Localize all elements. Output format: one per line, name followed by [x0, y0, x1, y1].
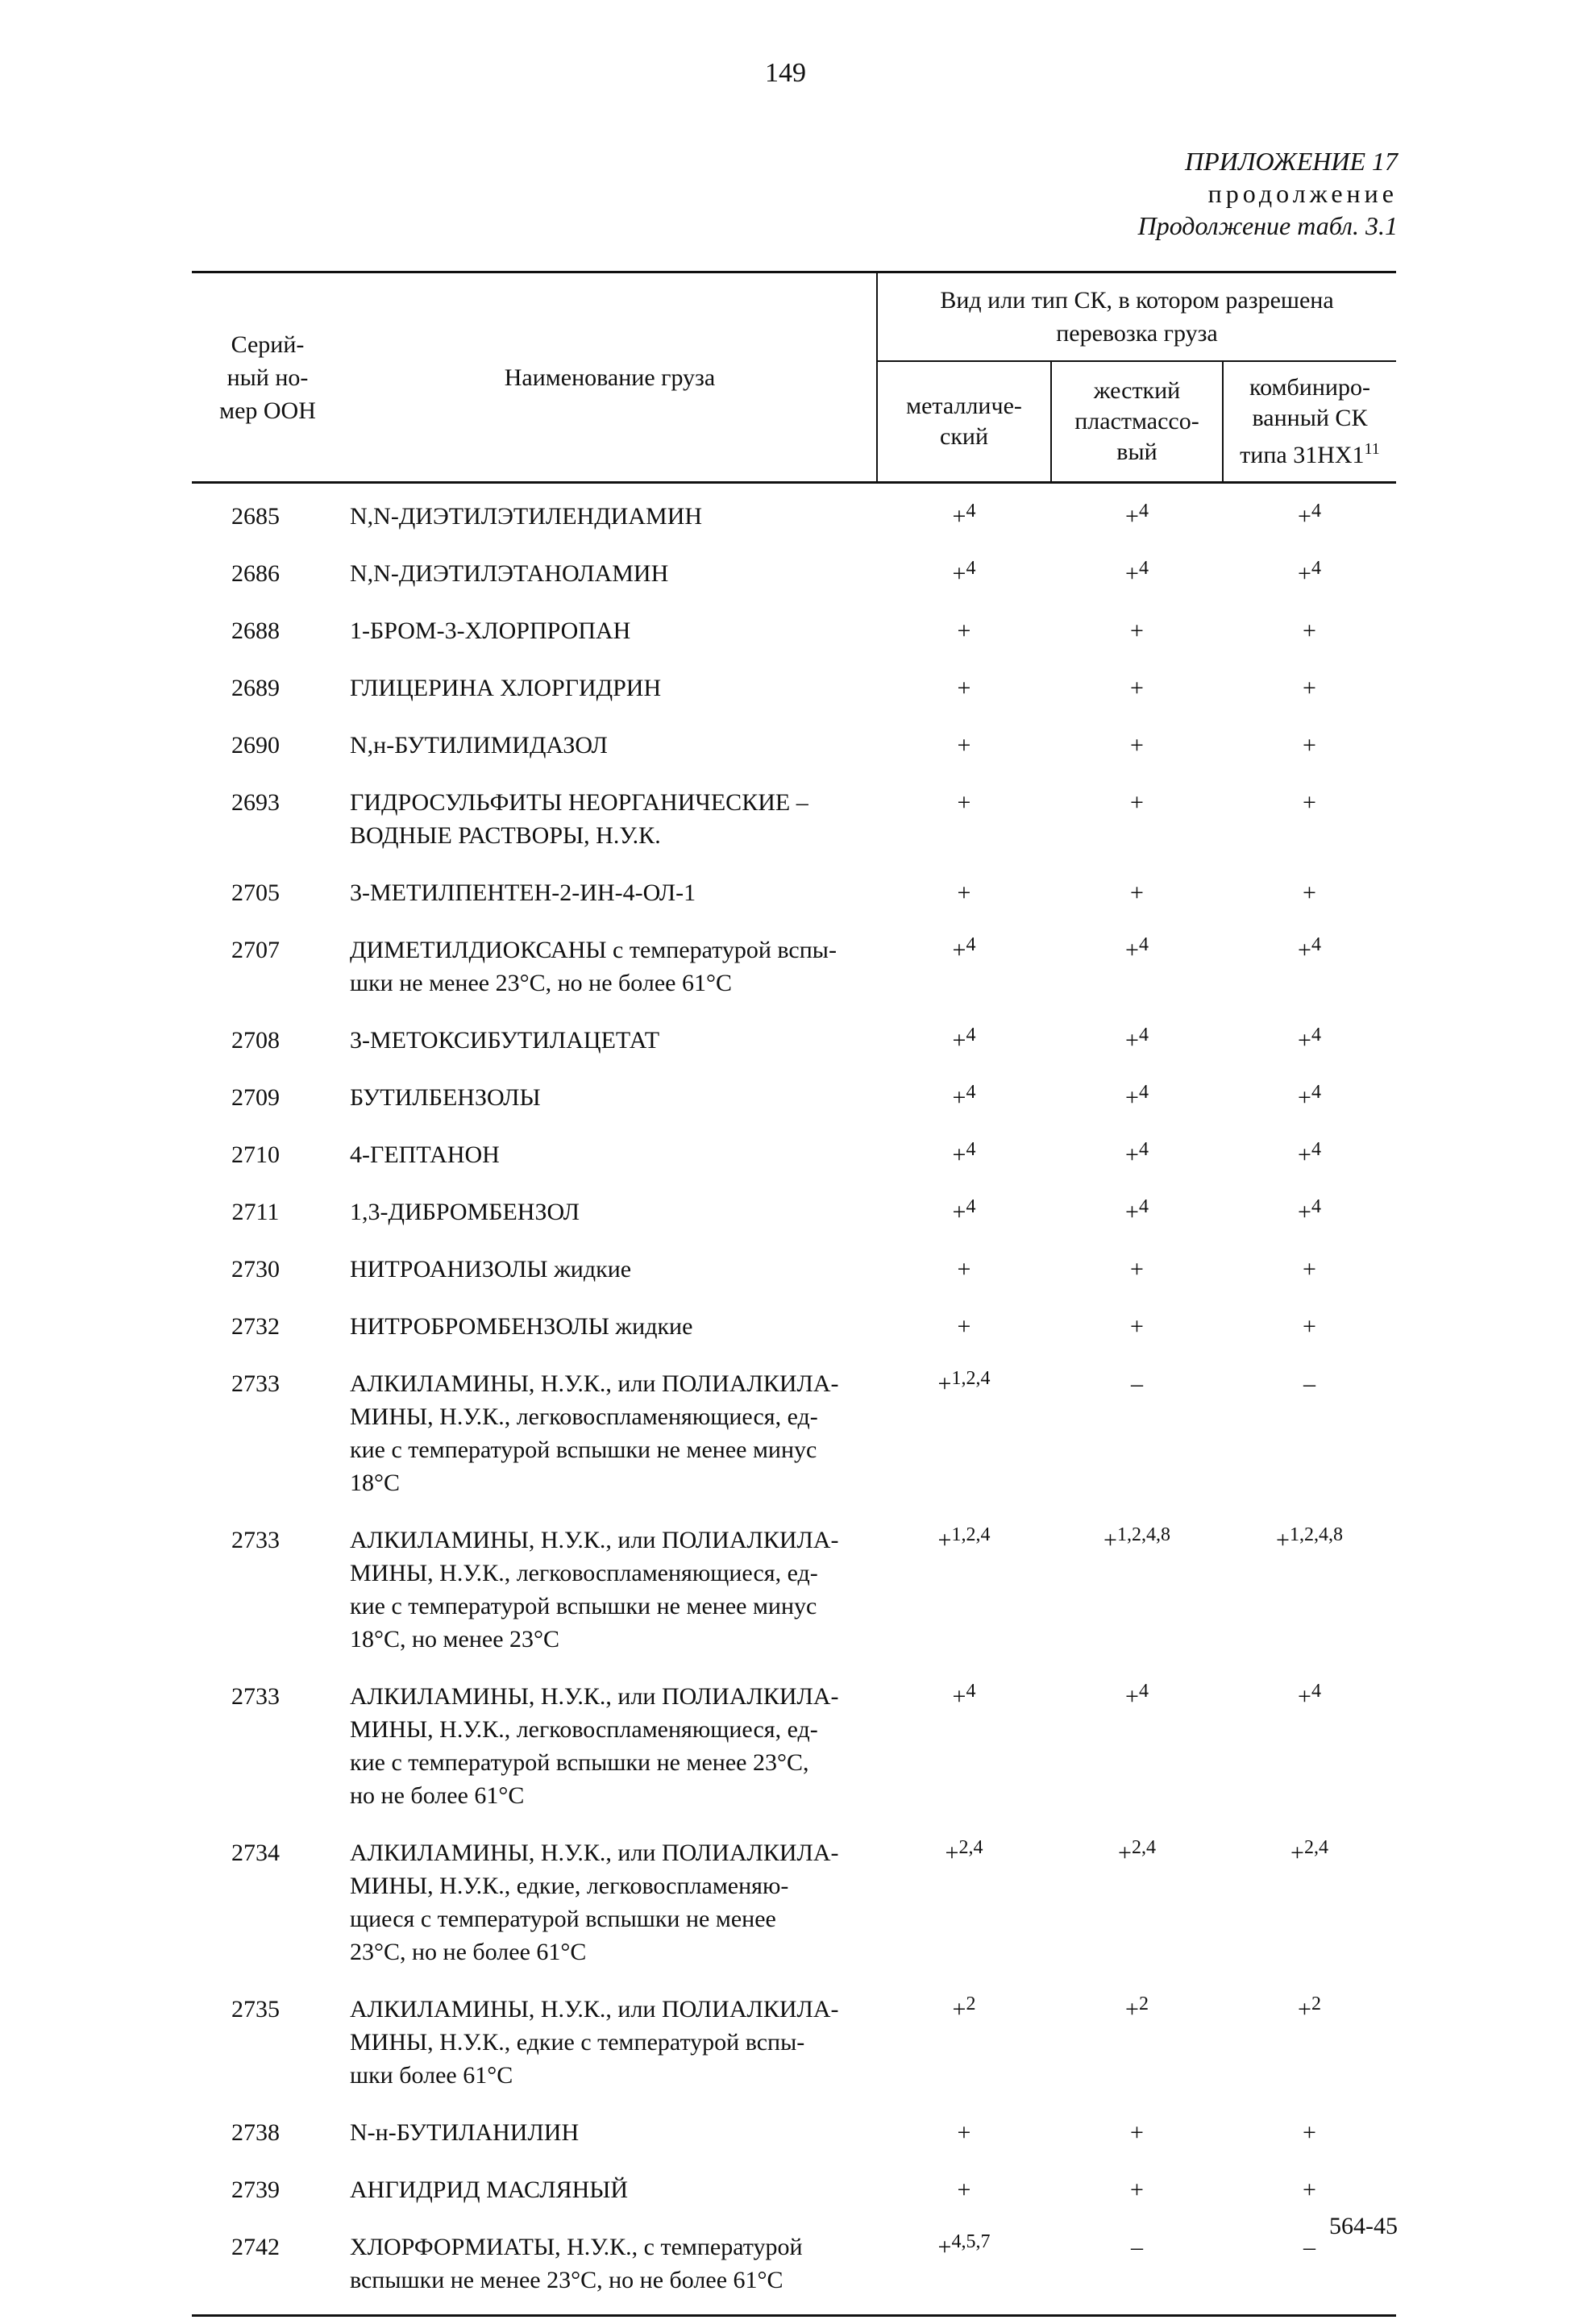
- metal-mark: [877, 2105, 1051, 2162]
- table-continued-label: Продолжение табл. 3.1: [1137, 211, 1398, 240]
- serial-number: 2707: [231, 937, 280, 963]
- plastic-mark-symbol: +: [1130, 1256, 1144, 1283]
- combined-mark-symbol: –: [1303, 1370, 1315, 1397]
- metal-mark: [877, 865, 1051, 922]
- plastic-mark-symbol: +: [1130, 2176, 1144, 2203]
- plastic-mark: [1051, 1127, 1223, 1184]
- combined-mark: [1223, 1012, 1396, 1070]
- cargo-name: БУТИЛБЕНЗОЛЫ: [350, 1084, 541, 1111]
- serial-number: 2742: [192, 2219, 343, 2316]
- serial-number: 2734: [231, 1840, 280, 1866]
- plastic-mark-note: 4: [1138, 1082, 1149, 1103]
- cargo-name: 1,3-ДИБРОМБЕНЗОЛ: [350, 1199, 580, 1225]
- plastic-mark-note: 4: [1138, 1139, 1149, 1160]
- plastic-mark: [1051, 1012, 1223, 1070]
- metal-mark-symbol: +: [937, 1370, 952, 1397]
- header-combined: [1223, 361, 1396, 483]
- appendix-heading: [1138, 145, 1398, 242]
- combined-mark-symbol: +: [1303, 1256, 1316, 1283]
- combined-mark: [1223, 1070, 1396, 1127]
- table-body: [192, 483, 1396, 2316]
- cargo-name: N,н-БУТИЛИМИДАЗОЛ: [350, 732, 608, 759]
- cargo-name: N,N-ДИЭТИЛЭТАНОЛАМИН: [350, 560, 669, 587]
- combined-mark: [1223, 717, 1396, 775]
- metal-mark-symbol: +: [957, 879, 971, 906]
- combined-mark: [1223, 1512, 1396, 1669]
- cargo-table: [192, 271, 1396, 2317]
- cargo-name: АЛКИЛАМИНЫ, Н.У.К., или ПОЛИАЛКИЛА- МИНЫ, Н.У.К., легковоспламеняющиеся, ед- кие с температурой вспышки не менее минус 18°С, но менее 23°С: [350, 1527, 839, 1653]
- plastic-mark-symbol: +: [1125, 1027, 1139, 1054]
- plastic-mark: [1051, 775, 1223, 865]
- metal-mark-symbol: +: [952, 1084, 966, 1111]
- combined-mark: [1223, 922, 1396, 1012]
- metal-mark-symbol: +: [957, 617, 971, 644]
- combined-mark-symbol: +: [1298, 1996, 1311, 2023]
- plastic-mark: [1051, 1299, 1223, 1356]
- combined-mark-symbol: +: [1298, 1084, 1311, 1111]
- serial-number: 2688: [231, 617, 280, 644]
- serial-number: 2738: [231, 2119, 280, 2146]
- plastic-mark: [1051, 2105, 1223, 2162]
- cargo-name: ХЛОРФОРМИАТЫ, Н.У.К., с температурой вспышки не менее 23°С, но не более 61°С: [343, 2219, 877, 2316]
- plastic-mark-symbol: +: [1130, 617, 1144, 644]
- combined-mark-note: 4: [1311, 1139, 1321, 1160]
- combined-mark: [1223, 1356, 1396, 1512]
- table-row: [192, 546, 1396, 603]
- table-row: [192, 1981, 1396, 2105]
- cargo-name: ГИДРОСУЛЬФИТЫ НЕОРГАНИЧЕСКИЕ – ВОДНЫЕ РАСТВОРЫ, Н.У.К.: [350, 789, 808, 849]
- table-row: [192, 1012, 1396, 1070]
- metal-mark: [877, 546, 1051, 603]
- plastic-mark-note: 1,2,4,8: [1116, 1524, 1170, 1545]
- cargo-name: НИТРОАНИЗОЛЫ жидкие: [350, 1256, 632, 1283]
- table-row: [192, 660, 1396, 717]
- table-row: [192, 1127, 1396, 1184]
- plastic-mark: [1051, 1512, 1223, 1669]
- table-row: [192, 922, 1396, 1012]
- metal-mark: [877, 483, 1051, 547]
- serial-number: 2690: [231, 732, 280, 759]
- header-combined-footnote: 11: [1364, 440, 1380, 458]
- plastic-mark-symbol: +: [1130, 2119, 1144, 2146]
- serial-number: 2733: [231, 1527, 280, 1553]
- metal-mark-note: 4: [966, 1196, 976, 1217]
- metal-mark: [877, 922, 1051, 1012]
- plastic-mark-symbol: +: [1125, 503, 1139, 530]
- serial-number: 2733: [231, 1370, 280, 1397]
- metal-mark: [877, 1070, 1051, 1127]
- combined-mark-symbol: +: [1303, 789, 1316, 816]
- combined-mark-symbol: +: [1303, 879, 1316, 906]
- plastic-mark: [1051, 922, 1223, 1012]
- combined-mark-symbol: +: [1276, 1527, 1290, 1553]
- metal-mark: [877, 775, 1051, 865]
- table-row: [192, 1299, 1396, 1356]
- combined-mark-symbol: +: [1298, 1199, 1311, 1225]
- plastic-mark-note: 4: [1138, 501, 1149, 522]
- metal-mark-note: 4: [966, 1681, 976, 1702]
- table-row: [192, 1669, 1396, 1825]
- table-row: [192, 2219, 1396, 2316]
- header-container-type: Вид или тип СК, в котором разрешена перевозка груза: [877, 272, 1396, 362]
- serial-number: 2710: [231, 1141, 280, 1168]
- cargo-name: ДИМЕТИЛДИОКСАНЫ с температурой вспы- шки не менее 23°С, но не более 61°С: [350, 937, 837, 996]
- serial-number: 2689: [231, 675, 280, 701]
- appendix-title: ПРИЛОЖЕНИЕ 17: [1185, 147, 1398, 176]
- cargo-name: N,N-ДИЭТИЛЭТИЛЕНДИАМИН: [350, 503, 703, 530]
- metal-mark-symbol: +: [957, 1313, 971, 1340]
- metal-mark-note: 1,2,4: [951, 1368, 991, 1389]
- plastic-mark: [1051, 1184, 1223, 1241]
- table-row: [192, 865, 1396, 922]
- metal-mark-note: 4: [966, 1139, 976, 1160]
- metal-mark-symbol: +: [952, 1683, 966, 1710]
- combined-mark-symbol: +: [1298, 560, 1311, 587]
- combined-mark: [1223, 1241, 1396, 1299]
- plastic-mark-note: 4: [1138, 1025, 1149, 1046]
- plastic-mark-note: 2: [1138, 1993, 1149, 2014]
- header-rigid-plastic: жесткий пластмассо- вый: [1051, 361, 1223, 483]
- plastic-mark-note: 4: [1138, 1681, 1149, 1702]
- metal-mark-note: 4: [966, 1082, 976, 1103]
- combined-mark-symbol: +: [1298, 937, 1311, 963]
- combined-mark: [1223, 1825, 1396, 1981]
- plastic-mark-symbol: +: [1130, 732, 1144, 759]
- plastic-mark-symbol: +: [1125, 1683, 1139, 1710]
- table-row: [192, 1241, 1396, 1299]
- table-row: [192, 775, 1396, 865]
- serial-number: 2693: [231, 789, 280, 816]
- combined-mark: [1223, 1669, 1396, 1825]
- metal-mark-symbol: +: [952, 1996, 966, 2023]
- cargo-name: АНГИДРИД МАСЛЯНЫЙ: [350, 2176, 629, 2203]
- table-row: [192, 1070, 1396, 1127]
- cargo-name: НИТРОБРОМБЕНЗОЛЫ жидкие: [350, 1313, 693, 1340]
- table-row: [192, 1356, 1396, 1512]
- appendix-continued: продолжение: [1207, 179, 1398, 208]
- plastic-mark-note: 4: [1138, 934, 1149, 955]
- plastic-mark: [1051, 603, 1223, 660]
- combined-mark-note: 4: [1311, 1196, 1321, 1217]
- cargo-name: 3-МЕТИЛПЕНТЕН-2-ИН-4-ОЛ-1: [350, 879, 696, 906]
- table-row: [192, 1512, 1396, 1669]
- combined-mark-note: 4: [1311, 1025, 1321, 1046]
- plastic-mark: [1051, 1356, 1223, 1512]
- plastic-mark: [1051, 1070, 1223, 1127]
- combined-mark-symbol: –: [1303, 2234, 1315, 2260]
- metal-mark: [877, 660, 1051, 717]
- metal-mark-symbol: +: [957, 2176, 971, 2203]
- metal-mark-note: 4: [966, 558, 976, 579]
- metal-mark: [877, 1241, 1051, 1299]
- cargo-name: ГЛИЦЕРИНА ХЛОРГИДРИН: [350, 675, 662, 701]
- plastic-mark: [1051, 1981, 1223, 2105]
- serial-number: 2732: [231, 1313, 280, 1340]
- combined-mark-symbol: +: [1290, 1840, 1304, 1866]
- combined-mark: [1223, 1127, 1396, 1184]
- metal-mark: [877, 1184, 1051, 1241]
- serial-number: 2739: [231, 2176, 280, 2203]
- combined-mark: [1223, 660, 1396, 717]
- combined-mark-symbol: +: [1303, 675, 1316, 701]
- metal-mark-note: 4: [966, 1025, 976, 1046]
- metal-mark-symbol: +: [957, 732, 971, 759]
- metal-mark-symbol: +: [957, 789, 971, 816]
- metal-mark: [877, 717, 1051, 775]
- combined-mark: [1223, 1184, 1396, 1241]
- combined-mark-note: 2,4: [1303, 1837, 1328, 1858]
- plastic-mark-symbol: +: [1125, 1084, 1139, 1111]
- plastic-mark: [1051, 546, 1223, 603]
- serial-number: 2711: [231, 1199, 280, 1225]
- plastic-mark: [1051, 717, 1223, 775]
- plastic-mark: [1051, 1825, 1223, 1981]
- combined-mark: [1223, 546, 1396, 603]
- metal-mark: [877, 1299, 1051, 1356]
- combined-mark: [1223, 1299, 1396, 1356]
- metal-mark: [877, 2219, 1051, 2316]
- header-metal: металличе- ский: [877, 361, 1051, 483]
- page-number: 149: [765, 58, 806, 88]
- plastic-mark-symbol: +: [1125, 1996, 1139, 2023]
- plastic-mark: [1051, 483, 1223, 547]
- metal-mark-note: 2: [966, 1993, 976, 2014]
- plastic-mark: [1051, 660, 1223, 717]
- plastic-mark-symbol: –: [1131, 1370, 1143, 1397]
- cargo-name: 4-ГЕПТАНОН: [350, 1141, 500, 1168]
- plastic-mark-symbol: +: [1130, 879, 1144, 906]
- metal-mark: [877, 1669, 1051, 1825]
- header-combined-label: комбиниро- ванный СК типа 31HX1: [1240, 374, 1370, 468]
- cargo-name: 3-МЕТОКСИБУТИЛАЦЕТАТ: [350, 1027, 660, 1054]
- serial-number: 2730: [231, 1256, 280, 1283]
- serial-number: 2709: [231, 1084, 280, 1111]
- serial-number: 2735: [231, 1996, 280, 2023]
- combined-mark-note: 2: [1311, 1993, 1321, 2014]
- metal-mark-symbol: +: [945, 1840, 959, 1866]
- metal-mark-note: 2,4: [958, 1837, 983, 1858]
- plastic-mark-note: 4: [1138, 1196, 1149, 1217]
- metal-mark: [877, 1825, 1051, 1981]
- metal-mark: [877, 1356, 1051, 1512]
- serial-number: 2733: [231, 1683, 280, 1710]
- metal-mark-symbol: +: [952, 937, 966, 963]
- header-serial-number: Серий- ный но- мер ООН: [192, 272, 343, 483]
- combined-mark: [1223, 2105, 1396, 2162]
- serial-number: 2708: [231, 1027, 280, 1054]
- serial-number: 2686: [231, 560, 280, 587]
- plastic-mark: [1051, 1669, 1223, 1825]
- metal-mark: [877, 603, 1051, 660]
- table-row: [192, 603, 1396, 660]
- serial-number: 2685: [231, 503, 280, 530]
- metal-mark-note: 4: [966, 934, 976, 955]
- combined-mark: [1223, 603, 1396, 660]
- plastic-mark: [1051, 865, 1223, 922]
- metal-mark-symbol: +: [952, 1199, 966, 1225]
- combined-mark: [1223, 775, 1396, 865]
- combined-mark-note: 4: [1311, 558, 1321, 579]
- metal-mark-symbol: +: [952, 1027, 966, 1054]
- plastic-mark-note: 2,4: [1131, 1837, 1156, 1858]
- combined-mark-note: 4: [1311, 1681, 1321, 1702]
- cargo-name: АЛКИЛАМИНЫ, Н.У.К., или ПОЛИАЛКИЛА- МИНЫ, Н.У.К., едкие с температурой вспы- шки более 61°С: [350, 1996, 839, 2089]
- combined-mark-note: 4: [1311, 1082, 1321, 1103]
- combined-mark-note: 4: [1311, 501, 1321, 522]
- plastic-mark-symbol: +: [1130, 789, 1144, 816]
- cargo-name: АЛКИЛАМИНЫ, Н.У.К., или ПОЛИАЛКИЛА- МИНЫ, Н.У.К., едкие, легковоспламеняю- щиеся с температурой вспышки не менее 23°С, но не более 61°С: [350, 1840, 839, 1965]
- table-row: [192, 2105, 1396, 2162]
- plastic-mark-symbol: +: [1125, 937, 1139, 963]
- header-cargo-name: Наименование груза: [343, 272, 877, 483]
- metal-mark-symbol: +: [957, 675, 971, 701]
- metal-mark-symbol: +: [952, 560, 966, 587]
- plastic-mark-symbol: +: [1125, 1199, 1139, 1225]
- combined-mark-symbol: +: [1298, 1141, 1311, 1168]
- cargo-name: АЛКИЛАМИНЫ, Н.У.К., или ПОЛИАЛКИЛА- МИНЫ, Н.У.К., легковоспламеняющиеся, ед- кие с температурой вспышки не менее 23°С, но не более 61°С: [350, 1683, 839, 1809]
- combined-mark-symbol: +: [1303, 617, 1316, 644]
- metal-mark-symbol: +: [957, 2119, 971, 2146]
- cargo-name: 1-БРОМ-3-ХЛОРПРОПАН: [350, 617, 631, 644]
- table-row: [192, 1184, 1396, 1241]
- plastic-mark-symbol: +: [1130, 675, 1144, 701]
- table-row: [192, 2162, 1396, 2219]
- metal-mark-note: 4: [966, 501, 976, 522]
- cargo-name: АЛКИЛАМИНЫ, Н.У.К., или ПОЛИАЛКИЛА- МИНЫ, Н.У.К., легковоспламеняющиеся, ед- кие с температурой вспышки не менее минус 18°С: [350, 1370, 839, 1496]
- combined-mark-symbol: +: [1303, 2119, 1316, 2146]
- combined-mark-note: 1,2,4,8: [1289, 1524, 1343, 1545]
- table-row: [192, 483, 1396, 547]
- combined-mark-symbol: +: [1298, 503, 1311, 530]
- serial-number: 2705: [231, 879, 280, 906]
- combined-mark-note: 4: [1311, 934, 1321, 955]
- metal-mark-symbol: +: [957, 1256, 971, 1283]
- cargo-name: N-н-БУТИЛАНИЛИН: [350, 2119, 580, 2146]
- combined-mark: [1223, 483, 1396, 547]
- combined-mark-symbol: +: [1298, 1027, 1311, 1054]
- metal-mark-symbol: +: [937, 1527, 952, 1553]
- footer-code: 564-45: [1329, 2213, 1398, 2239]
- combined-mark: [1223, 865, 1396, 922]
- metal-mark: [877, 1512, 1051, 1669]
- combined-mark-symbol: +: [1303, 2176, 1316, 2203]
- metal-mark: [877, 2162, 1051, 2219]
- plastic-mark-symbol: +: [1130, 1313, 1144, 1340]
- metal-mark: [877, 1012, 1051, 1070]
- combined-mark-symbol: +: [1303, 732, 1316, 759]
- plastic-mark-note: 4: [1138, 558, 1149, 579]
- plastic-mark: [1051, 2162, 1223, 2219]
- table-row: [192, 1825, 1396, 1981]
- plastic-mark-symbol: +: [1118, 1840, 1132, 1866]
- plastic-mark-symbol: –: [1131, 2234, 1143, 2260]
- combined-mark-symbol: +: [1303, 1313, 1316, 1340]
- metal-mark-note: 4,5,7: [951, 2231, 991, 2252]
- metal-mark-symbol: +: [952, 1141, 966, 1168]
- metal-mark-symbol: +: [952, 503, 966, 530]
- plastic-mark: [1051, 1241, 1223, 1299]
- metal-mark-note: 1,2,4: [951, 1524, 991, 1545]
- metal-mark: [877, 1127, 1051, 1184]
- combined-mark-symbol: +: [1298, 1683, 1311, 1710]
- table-row: [192, 717, 1396, 775]
- plastic-mark-symbol: +: [1125, 1141, 1139, 1168]
- plastic-mark-symbol: +: [1125, 560, 1139, 587]
- plastic-mark-symbol: +: [1103, 1527, 1117, 1553]
- metal-mark: [877, 1981, 1051, 2105]
- plastic-mark: [1051, 2219, 1223, 2316]
- combined-mark: [1223, 2162, 1396, 2219]
- combined-mark: [1223, 1981, 1396, 2105]
- metal-mark-symbol: +: [937, 2234, 952, 2260]
